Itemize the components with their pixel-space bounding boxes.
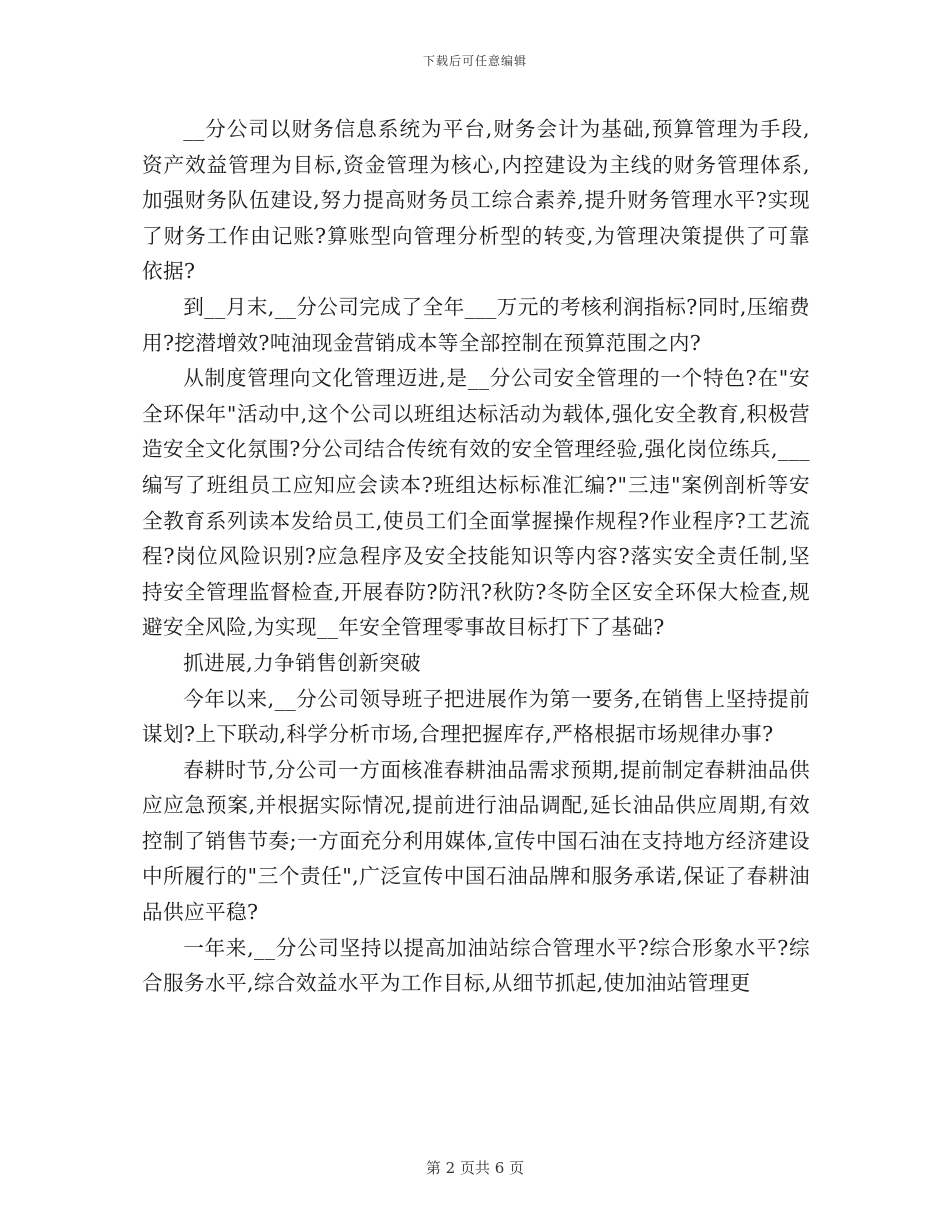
paragraph-gas-station-management: 一年来,__分公司坚持以提高加油站综合管理水平?综合形象水平?综合服务水平,综合效益水平为工作目标,从细节抓起,使加油站管理更 <box>142 935 810 996</box>
document-body <box>142 112 810 1002</box>
section-heading-sales: 抓进展,力争销售创新突破 <box>183 650 422 675</box>
paragraph-finance-system: __分公司以财务信息系统为平台,财务会计为基础,预算管理为手段,资产效益管理为目标,资金管理为核心,内控建设为主线的财务管理体系,加强财务队伍建设,努力提高财务员工综合素养,提升财务管理水平?实现了财务工作由记账?算账型向管理分析型的转变,为管理决策提供了可靠依据? <box>142 117 810 284</box>
paragraph-safety-management: 从制度管理向文化管理迈进,是__分公司安全管理的一个特色?在"安全环保年"活动中,这个公司以班组达标活动为载体,强化安全教育,积极营造安全文化氛围?分公司结合传统有效的安全管理经验,强化岗位练兵,___编写了班组员工应知应会读本?班组达标标准汇编?"三违"案例剖析等安全教育系列读本发给员工,使员工们全面掌握操作规程?作业程序?工艺流程?岗位风险识别?应急程序及安全技能知识等内容?落实安全责任制,坚持安全管理监督检查,开展春防?防汛?秋防?冬防全区安全环保大检查,规避安全风险,为实现__年安全管理零事故目标打下了基础? <box>142 366 810 640</box>
paragraph-profit-target: 到__月末,__分公司完成了全年___万元的考核利润指标?同时,压缩费用?挖潜增效?吨油现金营销成本等全部控制在预算范围之内? <box>142 294 810 355</box>
paragraph-leadership-sales: 今年以来,__分公司领导班子把进展作为第一要务,在销售上坚持提前谋划?上下联动,科学分析市场,合理把握库存,严格根据市场规律办事? <box>142 686 810 747</box>
page-number: 第 2 页共 6 页 <box>425 1159 525 1177</box>
page-header-note: 下载后可任意编辑 <box>422 54 527 68</box>
paragraph-spring-farming: 春耕时节,分公司一方面核准春耕油品需求预期,提前制定春耕油品供应应急预案,并根据实际情况,提前进行油品调配,延长油品供应周期,有效控制了销售节奏;一方面充分利用媒体,宣传中国石油在支持地方经济建设中所履行的"三个责任",广泛宣传中国石油品牌和服务承诺,保证了春耕油品供应平稳? <box>142 757 810 925</box>
